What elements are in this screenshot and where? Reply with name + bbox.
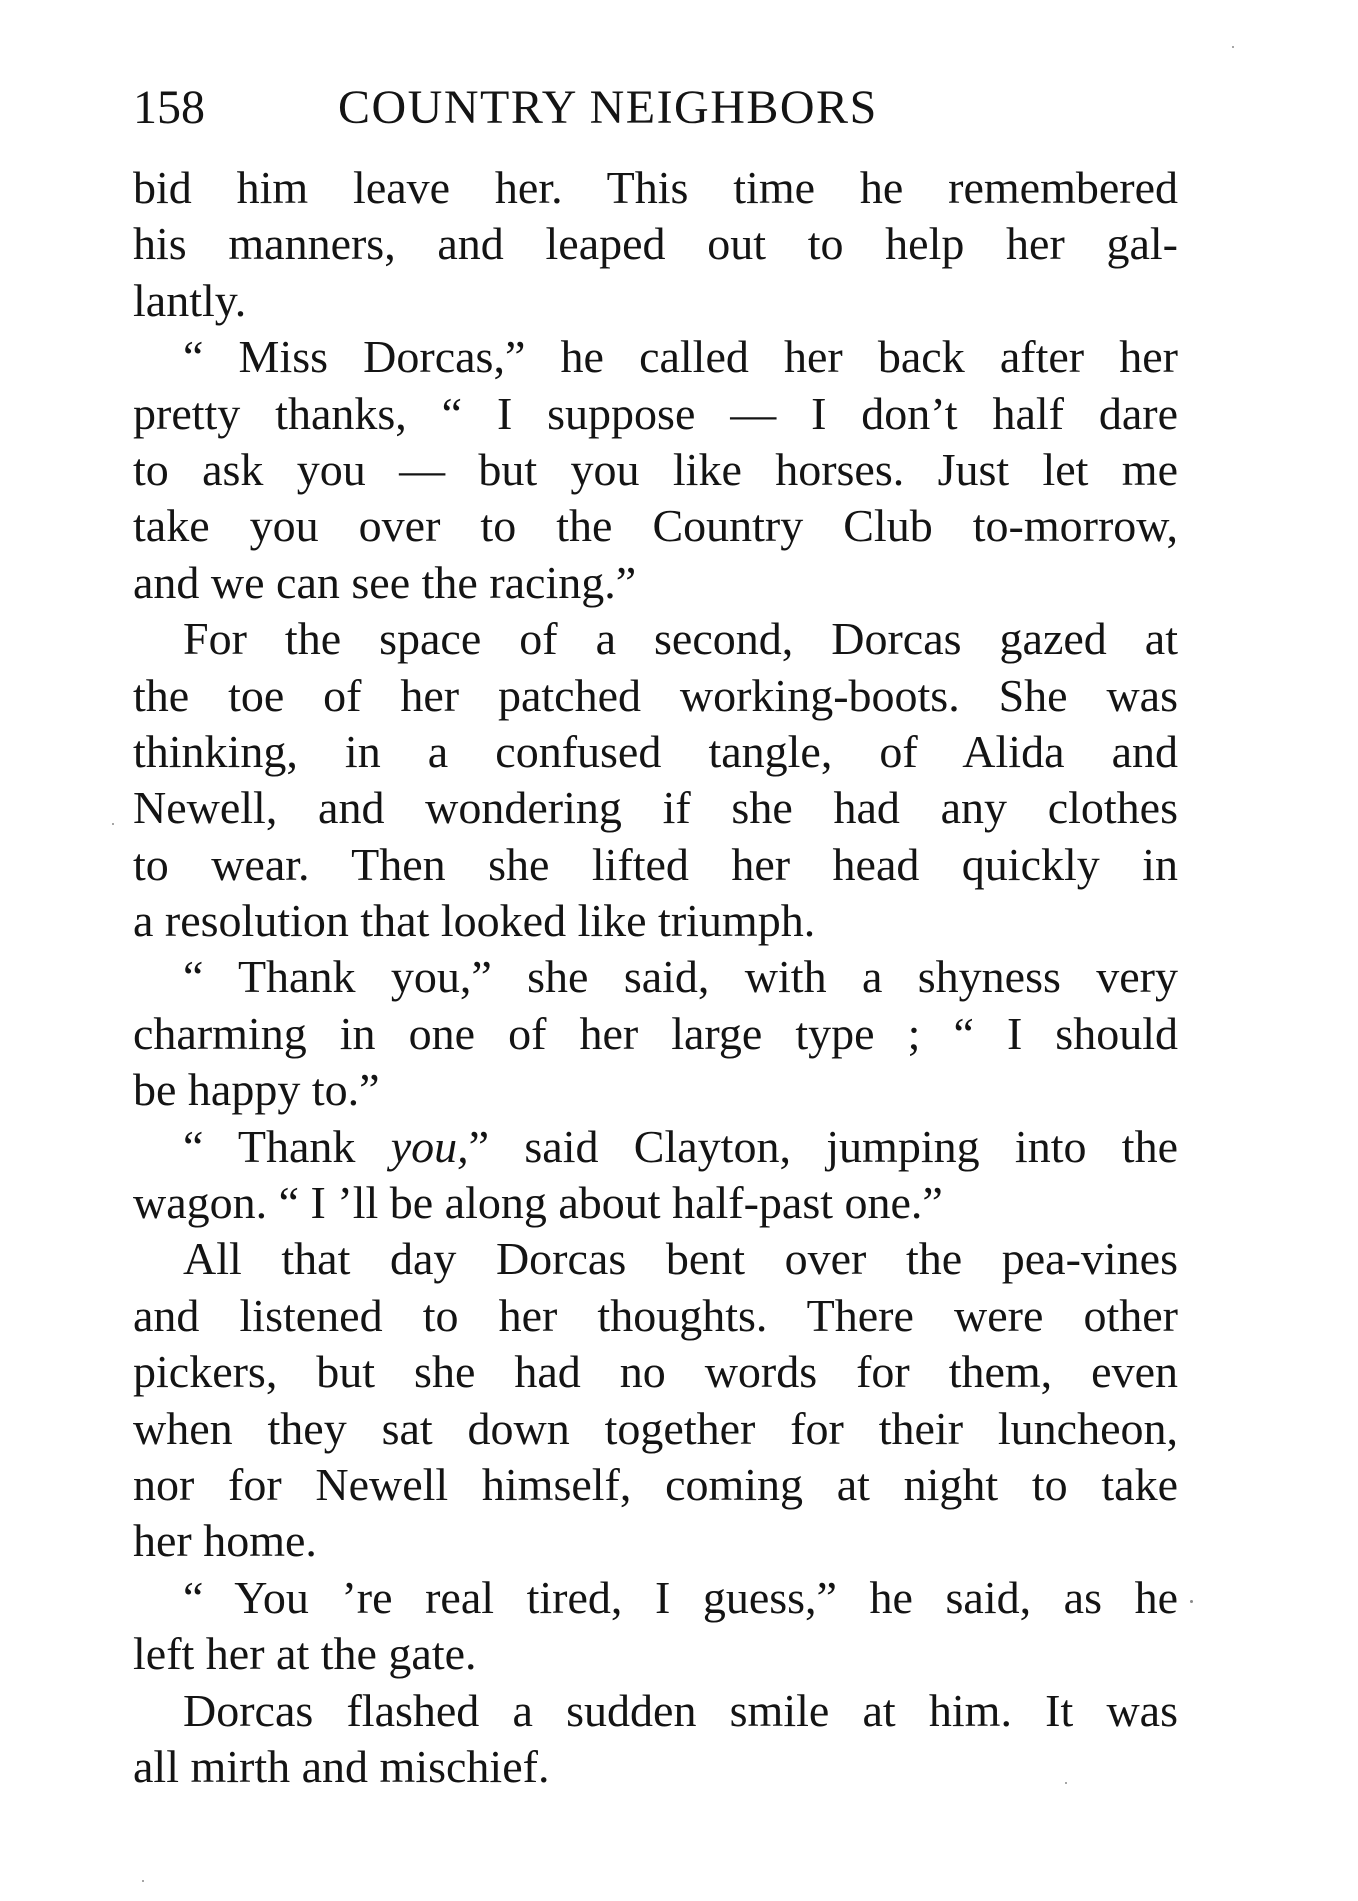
paper-speck (1190, 1600, 1193, 1603)
text-run: ” said Clayton, jumping into the (468, 1120, 1178, 1172)
text-line: when they sat down together for their luncheon, (133, 1402, 1178, 1454)
text-line: “ Miss Dorcas,” he called her back after her (183, 331, 1178, 383)
text-line: Dorcas flashed a sudden smile at him. It was (183, 1684, 1178, 1736)
text-line: All that day Dorcas bent over the pea-vines (183, 1233, 1178, 1285)
text-line: left her at the gate. (133, 1628, 477, 1680)
text-run: “ Thank (183, 1120, 391, 1172)
text-line: to wear. Then she lifted her head quickly in (133, 838, 1178, 890)
text-line: to ask you — but you like horses. Just let me (133, 443, 1178, 495)
text-line: “ Thank you,” she said, with a shyness very (183, 951, 1178, 1003)
text-line: “ You ’re real tired, I guess,” he said, as he (183, 1571, 1178, 1623)
text-line: charming in one of her large type ; “ I should (133, 1007, 1178, 1059)
text-line: her home. (133, 1515, 317, 1567)
text-line: thinking, in a confused tangle, of Alida and (133, 725, 1178, 777)
text-line (133, 1119, 1178, 1175)
text-line: be happy to.” (133, 1064, 380, 1116)
body-text (133, 160, 1178, 1795)
text-line: lantly. (133, 274, 247, 326)
text-line: and listened to her thoughts. There were other (133, 1289, 1178, 1341)
running-head (133, 78, 1193, 138)
text-line: pickers, but she had no words for them, even (133, 1346, 1178, 1398)
page-number: 158 (133, 81, 205, 134)
text-line: a resolution that looked like triumph. (133, 895, 816, 947)
book-title: COUNTRY NEIGHBORS (338, 81, 878, 134)
text-line: all mirth and mischief. (133, 1740, 550, 1792)
paper-speck (112, 823, 114, 825)
text-line: bid him leave her. This time he remembered (133, 162, 1178, 213)
text-line: pretty thanks, “ I suppose — I don’t half dare (133, 387, 1178, 439)
text-line: and we can see the racing.” (133, 556, 637, 608)
text-line: Newell, and wondering if she had any clothes (133, 782, 1178, 834)
text-line: his manners, and leaped out to help her gal- (133, 218, 1178, 270)
text-line: the toe of her patched working-boots. She was (133, 669, 1178, 721)
paper-speck (142, 1880, 144, 1882)
text-line: take you over to the Country Club to-morrow, (133, 500, 1178, 552)
text-line: nor for Newell himself, coming at night to take (133, 1458, 1178, 1510)
paper-speck (1065, 1782, 1067, 1784)
text-line: wagon. “ I ’ll be along about half-past one.” (133, 1177, 943, 1229)
text-line: For the space of a second, Dorcas gazed at (183, 613, 1178, 665)
italic-text: you, (390, 1120, 469, 1172)
paper-speck (1232, 46, 1234, 48)
